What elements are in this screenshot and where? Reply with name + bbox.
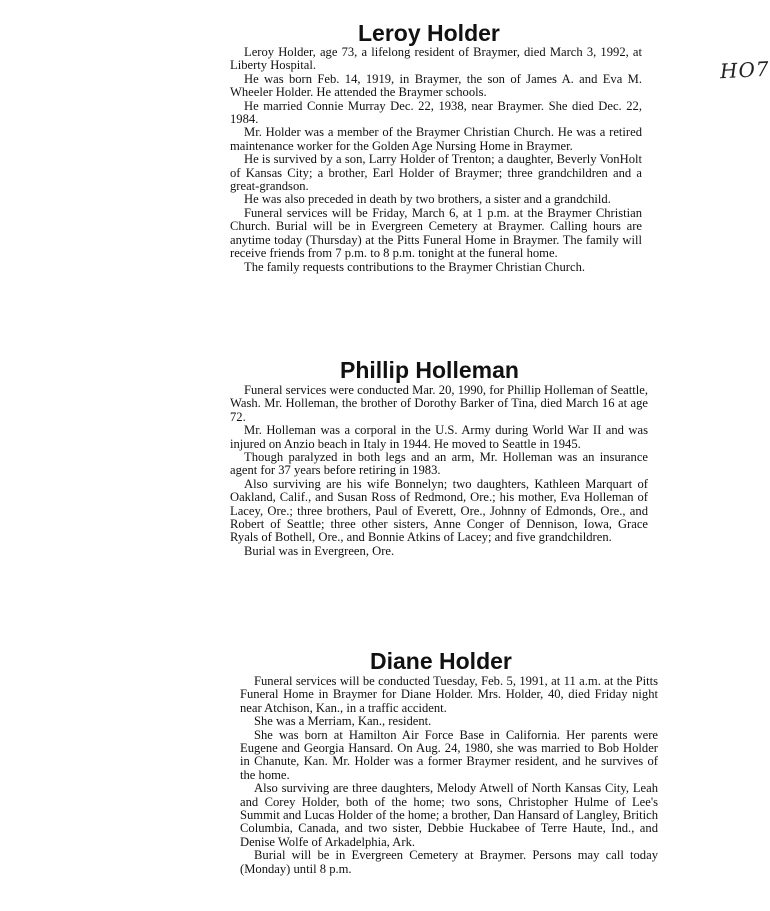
obituary-title: Leroy Holder	[358, 20, 500, 46]
paragraph: Though paralyzed in both legs and an arm, Mr. Holleman was an insurance agent for 37 years before retiring in 1983.	[230, 450, 648, 478]
obituary-body	[240, 675, 658, 876]
paragraph: Mr. Holleman was a corporal in the U.S. Army during World War II and was injured on Anzio beach in Italy in 1944. He moved to Seattle in 1945.	[230, 423, 648, 451]
paragraph: Burial will be in Evergreen Cemetery at Braymer. Persons may call today (Monday) until 8 p.m.	[240, 848, 658, 876]
paragraph: Also surviving are three daughters, Melody Atwell of North Kansas City, Leah and Corey Holder, both of the home; two sons, Christopher Hulme of Lee's Summit and Lucas Holder of the home; a brother, Dan Hansard of Langley, Britich Columbia, Canada, and two sister, Debbie Huckabee of Terre Haute, Ind., and Denise Wolfe of Arkadelphia, Ark.	[240, 781, 659, 849]
obituary-title: Phillip Holleman	[340, 357, 519, 383]
paragraph: Funeral services will be Friday, March 6, at 1 p.m. at the Braymer Christian Church. Burial will be in Evergreen Cemetery at Braymer. Calling hours are anytime today (Thursday) at the Pitts Funeral Home in Braymer. The family will receive friends from 7 p.m. to 8 p.m. tonight at the funeral home.	[230, 205, 642, 261]
paragraph: He married Connie Murray Dec. 22, 1938, near Braymer. She died Dec. 22, 1984.	[230, 98, 642, 127]
paragraph: Leroy Holder, age 73, a lifelong resident of Braymer, died March 3, 1992, at Liberty Hospital.	[230, 45, 642, 73]
paragraph: Mr. Holder was a member of the Braymer Christian Church. He was a retired maintenance worker for the Golden Age Nursing Home in Braymer.	[230, 125, 642, 153]
obituary-body	[230, 384, 648, 558]
margin-note: HO7	[719, 56, 770, 84]
paragraph: He is survived by a son, Larry Holder of Trenton; a daughter, Beverly VonHolt of Kansas City; a brother, Earl Holder of Braymer; three grandchildren and a great-grandson.	[230, 152, 642, 194]
obituary-body	[230, 46, 642, 274]
paragraph: She was a Merriam, Kan., resident.	[254, 714, 432, 729]
paragraph: The family requests contributions to the Braymer Christian Church.	[244, 259, 586, 274]
paragraph: Also surviving are his wife Bonnelyn; two daughters, Kathleen Marquart of Oakland, Calif., and Susan Ross of Redmond, Ore.; his mother, Eva Holleman of Lacey, Ore.; three brothers, Paul of Everett, Ore., Johnny of Edmonds, Ore., and Robert of Seattle; three other sisters, Anne Conger of Dennison, Iowa, Grace Ryals of Bothell, Ore., and Bonnie Atkins of Lacey; and five grandchildren.	[230, 476, 648, 545]
paragraph: He was born Feb. 14, 1919, in Braymer, the son of James A. and Eva M. Wheeler Holder. He attended the Braymer schools.	[230, 71, 642, 100]
paragraph: She was born at Hamilton Air Force Base in California. Her parents were Eugene and Georgia Hansard. On Aug. 24, 1980, she was married to Bob Holder in Chanute, Kan. Mr. Holder was a former Braymer resident, and he survives of the home.	[240, 727, 658, 782]
paragraph: He was also preceded in death by two brothers, a sister and a grandchild.	[244, 192, 611, 207]
obituary-title: Diane Holder	[370, 648, 512, 674]
paragraph: Burial was in Evergreen, Ore.	[244, 543, 395, 558]
paragraph: Funeral services were conducted Mar. 20, 1990, for Phillip Holleman of Seattle, Wash. Mr. Holleman, the brother of Dorothy Barker of Tina, died March 16 at age 72.	[230, 383, 648, 424]
paragraph: Funeral services will be conducted Tuesday, Feb. 5, 1991, at 11 a.m. at the Pitts Funeral Home in Braymer for Diane Holder. Mrs. Holder, 40, died Friday night near Atchison, Kan., in a traffic accident.	[240, 674, 658, 715]
